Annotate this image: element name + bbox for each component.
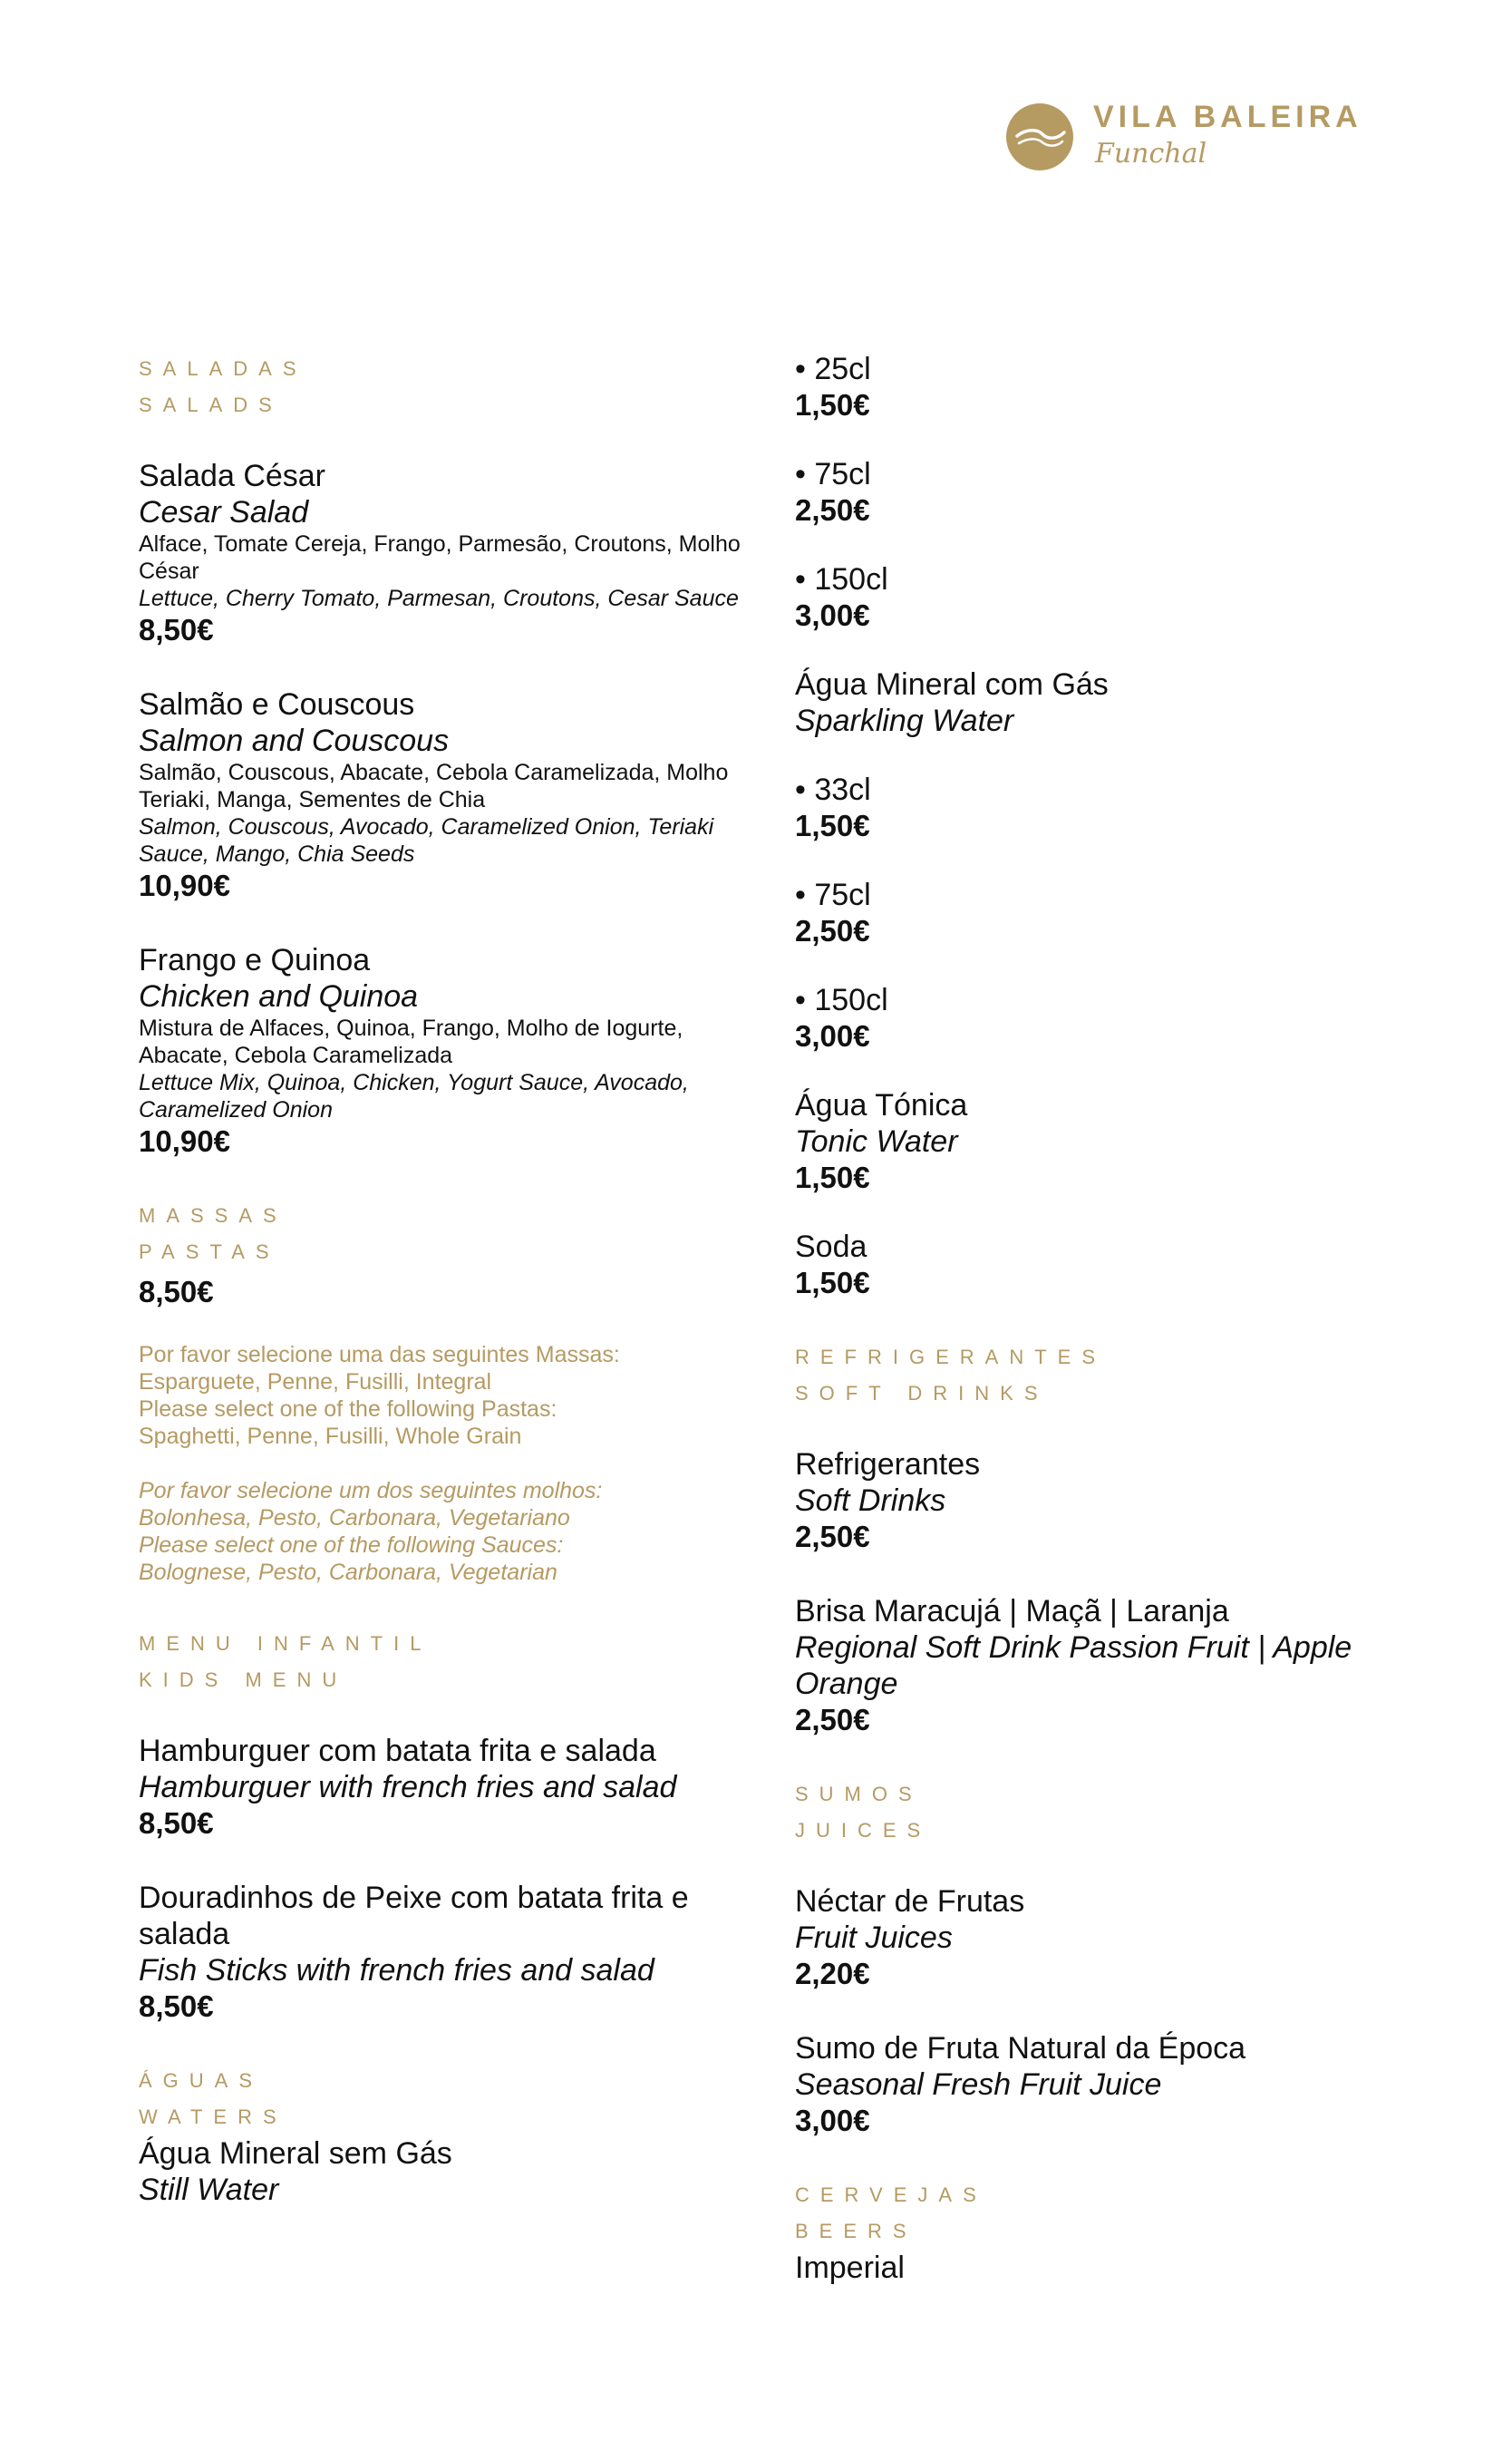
section-title-pt: SALADAS — [139, 357, 307, 380]
item-description-pt: Mistura de Alfaces, Quinoa, Frango, Molho de Iogurte, Abacate, Cebola Caramelizada — [139, 1016, 683, 1068]
section-infantil-header — [139, 1626, 755, 1698]
still-water-size-25 — [795, 351, 1430, 423]
item-name-en: Tonic Water — [795, 1124, 958, 1159]
size-price: 3,00€ — [795, 1019, 870, 1053]
menu-item-brisa — [795, 1593, 1430, 1738]
menu-item-tonic-water — [795, 1087, 1430, 1196]
section-title-pt: ÁGUAS — [139, 2069, 264, 2092]
item-name-pt: Refrigerantes — [795, 1447, 981, 1482]
menu-item-nectar — [795, 1883, 1430, 1992]
menu-item-frango-quinoa — [139, 942, 755, 1160]
pasta-note-pt: Por favor selecione uma das seguintes Massas: — [139, 1342, 620, 1367]
size-label: • 25cl — [795, 352, 871, 386]
sparkling-water-size-150 — [795, 982, 1430, 1055]
sauce-note-pt: Por favor selecione um dos seguintes molhos: — [139, 1478, 603, 1503]
item-price: 8,50€ — [139, 1806, 214, 1840]
size-label: • 150cl — [795, 562, 888, 597]
section-title-en: KIDS MENU — [139, 1668, 348, 1691]
section-refrigerantes-header — [795, 1339, 1430, 1412]
item-price: 10,90€ — [139, 1124, 230, 1158]
item-description-pt: Salmão, Couscous, Abacate, Cebola Caramelizada, Molho Teriaki, Manga, Sementes de Chia — [139, 760, 729, 812]
item-name-pt: Salmão e Couscous — [139, 687, 415, 722]
item-name-pt: Brisa Maracujá | Maçã | Laranja — [795, 1594, 1229, 1629]
menu-left-column — [139, 351, 755, 2208]
size-label: • 150cl — [795, 983, 888, 1017]
item-name-en: Sparkling Water — [795, 704, 1014, 738]
menu-item-still-water — [139, 2135, 755, 2208]
item-name-pt: Salada César — [139, 459, 326, 493]
section-title-en: BEERS — [795, 2220, 917, 2242]
size-price: 2,50€ — [795, 493, 870, 527]
item-name-pt: Sumo de Fruta Natural da Época — [795, 2031, 1246, 2066]
brand-logo — [1006, 100, 1369, 181]
item-description-en: Lettuce, Cherry Tomato, Parmesan, Croutons, Cesar Sauce — [139, 586, 739, 611]
item-price: 8,50€ — [139, 613, 214, 647]
size-price: 1,50€ — [795, 388, 870, 422]
item-name-pt: Água Mineral sem Gás — [139, 2136, 452, 2171]
section-saladas-header — [139, 351, 755, 423]
item-name-en: Regional Soft Drink Passion Fruit | Apple Orange — [795, 1630, 1352, 1701]
wave-logo-icon — [1006, 103, 1073, 170]
section-title-en: PASTAS — [139, 1240, 280, 1263]
item-name-en: Chicken and Quinoa — [139, 979, 419, 1014]
menu-item-soda — [795, 1229, 1430, 1301]
section-title-en: SALADS — [139, 394, 283, 416]
section-aguas-header — [139, 2063, 755, 2135]
item-name-en: Hamburguer with french fries and salad — [139, 1770, 677, 1804]
item-name-pt: Hamburguer com batata frita e salada — [139, 1734, 656, 1768]
menu-item-salada-cesar — [139, 458, 755, 648]
item-description-en: Salmon, Couscous, Avocado, Caramelized Onion, Teriaki Sauce, Mango, Chia Seeds — [139, 814, 714, 867]
pasta-list-pt: Esparguete, Penne, Fusilli, Integral — [139, 1369, 492, 1395]
item-price: 8,50€ — [139, 1989, 214, 2023]
brand-subtitle: Funchal — [1095, 138, 1207, 170]
pasta-price: 8,50€ — [139, 1275, 214, 1308]
item-price: 10,90€ — [139, 869, 230, 902]
item-name-pt: Frango e Quinoa — [139, 943, 371, 977]
size-label: • 33cl — [795, 773, 871, 807]
item-name-en: Seasonal Fresh Fruit Juice — [795, 2067, 1162, 2102]
item-price: 1,50€ — [795, 1266, 870, 1299]
item-name-pt: Néctar de Frutas — [795, 1884, 1025, 1919]
item-name-en: Salmon and Couscous — [139, 724, 450, 758]
section-cervejas-header — [795, 2177, 1430, 2250]
section-massas-header — [139, 1198, 755, 1270]
item-price: 2,50€ — [795, 1703, 870, 1736]
section-sumos-header — [795, 1776, 1430, 1849]
item-name-en: Fruit Juices — [795, 1920, 953, 1955]
menu-item-refrigerantes — [795, 1446, 1430, 1555]
size-price: 3,00€ — [795, 598, 870, 632]
section-title-en: JUICES — [795, 1819, 932, 1842]
section-title-pt: CERVEJAS — [795, 2183, 987, 2206]
still-water-size-150 — [795, 561, 1430, 634]
item-name-pt: Água Mineral com Gás — [795, 667, 1109, 702]
item-description-pt: Alface, Tomate Cereja, Frango, Parmesão, Croutons, Molho César — [139, 531, 741, 584]
still-water-size-75 — [795, 456, 1430, 529]
item-name-en: Soft Drinks — [795, 1483, 946, 1518]
item-name-pt: Água Tónica — [795, 1088, 968, 1123]
section-title-pt: REFRIGERANTES — [795, 1346, 1107, 1368]
item-price: 2,50€ — [795, 1520, 870, 1553]
item-name-pt: Soda — [795, 1230, 867, 1264]
item-price: 2,20€ — [795, 1957, 870, 1990]
sparkling-water-size-75 — [795, 877, 1430, 949]
menu-right-column — [795, 351, 1430, 2286]
size-label: • 75cl — [795, 457, 871, 491]
menu-item-sparkling-water — [795, 666, 1430, 739]
sauce-list-en: Bolognese, Pesto, Carbonara, Vegetarian — [139, 1560, 557, 1585]
item-name-en: Fish Sticks with french fries and salad — [139, 1953, 654, 1988]
size-price: 2,50€ — [795, 914, 870, 948]
section-title-pt: SUMOS — [795, 1783, 923, 1805]
size-label: • 75cl — [795, 878, 871, 912]
pasta-note-en: Please select one of the following Pastas: — [139, 1396, 557, 1422]
menu-item-hamburguer — [139, 1733, 755, 1842]
section-title-pt: MASSAS — [139, 1204, 287, 1227]
item-name-pt: Douradinhos de Peixe com batata frita e salada — [139, 1881, 689, 1951]
menu-item-douradinhos — [139, 1880, 755, 2025]
brand-name: VILA BALEIRA — [1093, 100, 1362, 134]
section-title-en: SOFT DRINKS — [795, 1382, 1049, 1405]
menu-item-imperial: Imperial — [795, 2251, 905, 2285]
item-price: 1,50€ — [795, 1161, 870, 1194]
pasta-choice-note — [139, 1341, 755, 1450]
sauce-choice-note — [139, 1477, 755, 1586]
section-title-en: WATERS — [139, 2105, 287, 2128]
item-name-en: Still Water — [139, 2173, 279, 2207]
size-price: 1,50€ — [795, 809, 870, 842]
sauce-note-en: Please select one of the following Sauces: — [139, 1532, 564, 1558]
section-title-pt: MENU INFANTIL — [139, 1632, 432, 1655]
menu-item-salmao-couscous — [139, 686, 755, 904]
item-description-en: Lettuce Mix, Quinoa, Chicken, Yogurt Sauce, Avocado, Caramelized Onion — [139, 1070, 689, 1123]
pasta-list-en: Spaghetti, Penne, Fusilli, Whole Grain — [139, 1424, 522, 1449]
item-price: 3,00€ — [795, 2104, 870, 2137]
sparkling-water-size-33 — [795, 772, 1430, 844]
item-name-en: Cesar Salad — [139, 495, 309, 530]
sauce-list-pt: Bolonhesa, Pesto, Carbonara, Vegetariano — [139, 1505, 570, 1531]
menu-item-sumo-natural — [795, 2030, 1430, 2139]
